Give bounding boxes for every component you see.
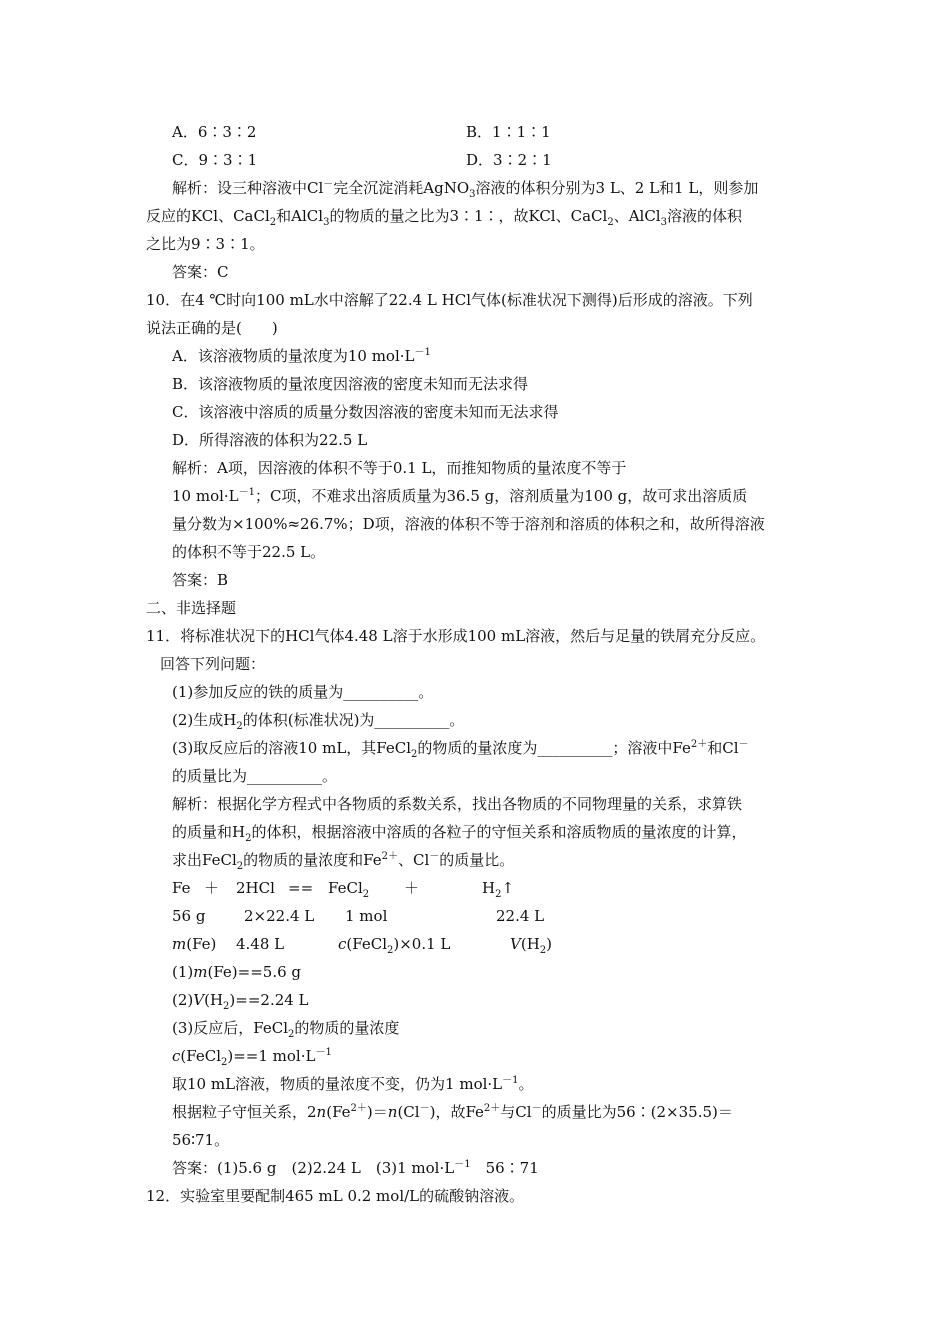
q10-analysis-line-3: 量分数为×100%≈26.7%；D项，溶液的体积不等于溶剂和溶质的体积之和，故所得溶液 — [172, 515, 765, 533]
q9-analysis-line-1: 解析：设三种溶液中Cl－完全沉淀消耗AgNO$_3$溶液的体积分别为3 L、2 L和1 L，则参加 — [172, 179, 759, 200]
q10-option-d: D．所得溶液的体积为22.5 L — [172, 431, 368, 449]
q11-step-2: $(2)V(H_2)==2.24$ L — [172, 991, 309, 1012]
eq-2hcl: 2HCl — [236, 879, 275, 897]
eq-plus-2: ＋ — [404, 879, 420, 897]
q11-part-3-cont: 的质量比为__________。 — [172, 767, 338, 785]
eq-plus-1: ＋ — [204, 879, 220, 897]
eq-row2-h2: 22.4 L — [496, 907, 545, 925]
eq-row2-hcl: 2×22.4 L — [244, 907, 315, 925]
q10-option-a: A．该溶液物质的量浓度为10 $mol\cdot L^{-1}$ — [172, 347, 431, 365]
q11-part-1: (1)参加反应的铁的质量为__________。 — [172, 683, 434, 701]
q11-step-6: 根据粒子守恒关系，$2n(Fe^{2+})=n(Cl^-)$，故$Fe^{2+}$与Cl－的质量比为56∶(2×35.5)＝ — [172, 1103, 733, 1121]
q11-step-4: c(FeCl$_2$)==1 $mol\cdot L^{-1}$ — [172, 1047, 332, 1068]
q10-stem-line-1: 10．在4 ℃时向100 mL水中溶解了22.4 L HCl气体(标准状况下测得)后形成的溶液。下列 — [146, 291, 753, 309]
eq-row2-fecl2: 1 mol — [345, 907, 388, 925]
q11-step-1: (1)m(Fe)==5.6 g — [172, 963, 302, 981]
q12-stem: 12．实验室里要配制465 mL 0.2 mol/L的硫酸钠溶液。 — [146, 1187, 525, 1205]
q10-option-b: B．该溶液物质的量浓度因溶液的密度未知而无法求得 — [172, 375, 529, 393]
eq-arrow: == — [288, 879, 314, 897]
q11-step-3: (3)反应后，FeCl$_2$的物质的量浓度 — [172, 1019, 400, 1040]
q10-analysis-line-1: 解析：A项，因溶液的体积不等于0.1 L，而推知物质的量浓度不等于 — [172, 459, 627, 477]
eq-h2: $H_2↑$ — [482, 879, 515, 900]
eq-fe: Fe — [172, 879, 191, 897]
q11-analysis-line-1: 解析：根据化学方程式中各物质的系数关系，找出各物质的不同物理量的关系，求算铁 — [172, 795, 743, 813]
q9-option-c: C．9∶3∶1 — [172, 151, 258, 169]
q11-analysis-line-3: 求出FeCl$_2$的物质的量浓度和$Fe^{2+}$、Cl－的质量比。 — [172, 851, 515, 872]
q9-analysis-line-3: 之比为9∶3∶1。 — [146, 235, 265, 253]
q11-answer: 答案：(1)5.6 g (2)2.24 L (3)1 $mol\cdot L^{-1}$ 56∶71 — [172, 1159, 539, 1177]
q11-part-2: (2)生成$H_2$的体积(标准状况)为__________。 — [172, 711, 465, 732]
section-title: 二、非选择题 — [146, 599, 237, 617]
q11-stem-line-2: 回答下列问题： — [160, 655, 266, 673]
q11-stem-line-1: 11．将标准状况下的HCl气体4.48 L溶于水形成100 mL溶液，然后与足量的铁屑充分反应。 — [146, 627, 766, 645]
eq-row3-hcl: 4.48 L — [236, 935, 285, 953]
q10-stem-line-2: 说法正确的是( ) — [146, 319, 278, 337]
eq-row3-fe: m(Fe) — [172, 935, 217, 953]
q10-answer: 答案：B — [172, 571, 229, 589]
eq-fecl2: FeCl$_2$ — [328, 879, 370, 900]
q9-analysis-line-2: 反应的KCl、CaCl$_2$和AlCl$_3$的物质的量之比为3∶1∶，故KCl、CaCl$_2$、AlCl$_3$溶液的体积 — [146, 207, 742, 228]
eq-row2-fe: 56 g — [172, 907, 206, 925]
q10-analysis-line-4: 的体积不等于22.5 L。 — [172, 543, 326, 561]
q11-part-3: (3)取反应后的溶液10 mL，其FeCl$_2$的物质的量浓度为__________；溶液中$Fe^{2+}$和Cl－ — [172, 739, 749, 760]
q10-analysis-line-2: 10 $mol\cdot L^{-1}$；C项，不难求出溶质质量为36.5 g，溶剂质量为100 g，故可求出溶质质 — [172, 487, 748, 505]
q9-answer: 答案：C — [172, 263, 229, 281]
eq-row3-h2: $V(H_2)$ — [510, 935, 553, 956]
q10-option-c: C．该溶液中溶质的质量分数因溶液的密度未知而无法求得 — [172, 403, 559, 421]
eq-row3-fecl2: c(FeCl$_2$)×0.1 L — [338, 935, 451, 956]
q9-option-a: A．6∶3∶2 — [172, 123, 257, 141]
q11-analysis-line-2: 的质量和$H_2$的体积，根据溶液中溶质的各粒子的守恒关系和溶质物质的量浓度的计算， — [172, 823, 747, 844]
q11-step-5: 取10 mL溶液，物质的量浓度不变，仍为1 $mol\cdot L^{-1}$。 — [172, 1075, 534, 1093]
q9-option-b: B．1∶1∶1 — [466, 123, 551, 141]
q9-option-d: D．3∶2∶1 — [466, 151, 552, 169]
q11-step-7: 56∶71。 — [172, 1131, 230, 1149]
